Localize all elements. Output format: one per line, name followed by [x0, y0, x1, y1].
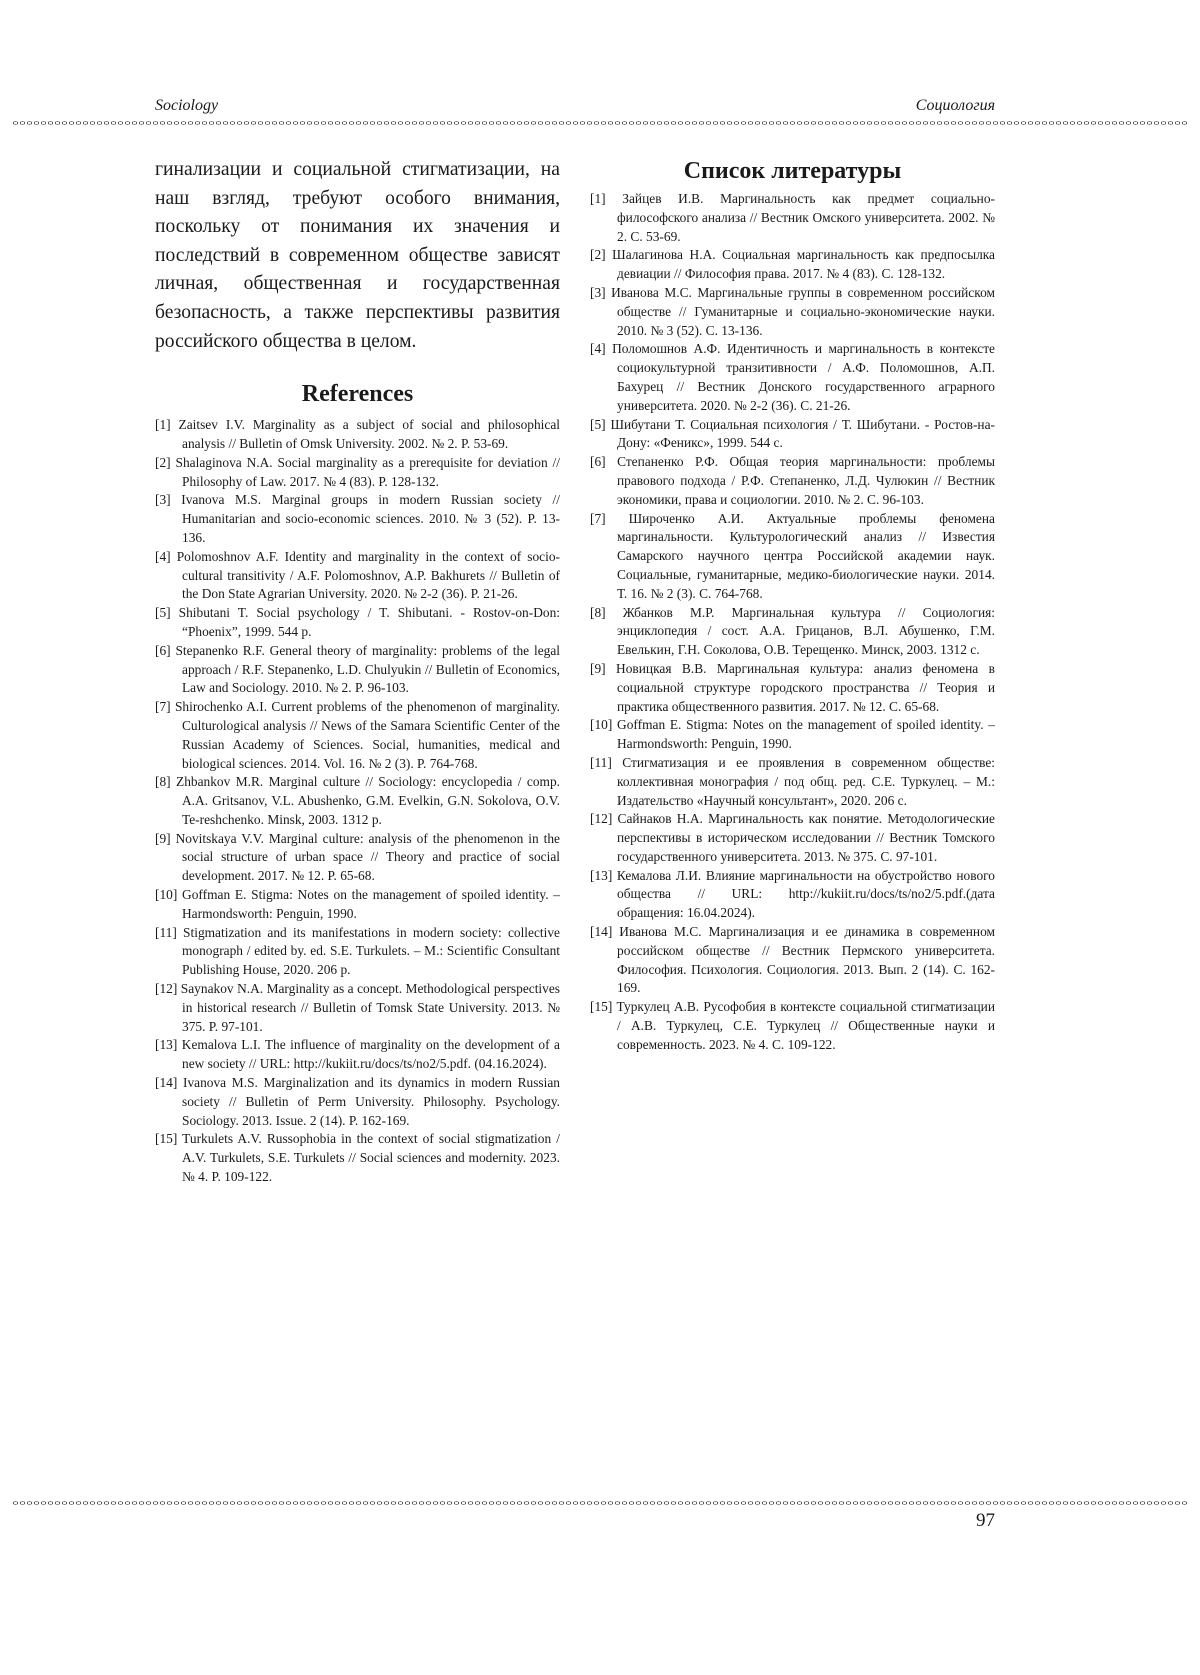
reference-item: [11] Стигматизация и ее проявления в современном обществе: коллективная монография / под общ. ред. С.Е. Туркулец. – М.: Издательство «Научный консультант», 2020. 206 с.	[590, 754, 995, 808]
header-ornament-divider	[12, 118, 1188, 128]
page-number: 97	[976, 1510, 995, 1531]
reference-item: [10] Goffman E. Stigma: Notes on the management of spoiled identity. – Harmondsworth: Penguin, 1990.	[590, 717, 995, 752]
body-paragraph: гинализации и социальной стигматизации, на наш взгляд, требуют особого внимания, поскольку от понимания их значения и последствий в современном обществе зависят личная, общественная и государственная безопасность, а также перспективы развития российского общества в целом.	[155, 159, 560, 352]
header-section-en: Sociology	[155, 97, 219, 114]
right-column	[590, 156, 995, 1055]
reference-item: [13] Kemalova L.I. The influence of marginality on the development of a new society // URL: http://kukiit.ru/docs/ts/no2/5.pdf. (04.16.2024).	[155, 1037, 560, 1072]
reference-item: [8] Zhbankov M.R. Marginal culture // Sociology: encyclopedia / comp. A.A. Gritsanov, V.L. Abushenko, G.M. Evelkin, G.N. Sokolova, O.V. Te-reshchenko. Minsk, 2003. 1312 p.	[155, 774, 560, 827]
reference-item: [14] Иванова М.С. Маргинализация и ее динамика в современном российском обществе // Вестник Пермского университета. Философия. Психология. Социология. 2013. Вып. 2 (14). С. 162-169.	[590, 924, 995, 996]
reference-item: [4] Поломошнов А.Ф. Идентичность и маргинальность в контексте социокультурной транзитивности / А.Ф. Поломошнов, А.П. Бахурец // Вестник Донского государственного аграрного университета. 2020. № 2-2 (36). С. 21-26.	[590, 341, 995, 413]
references-heading: References	[301, 381, 414, 408]
reference-item: [3] Ivanova M.S. Marginal groups in modern Russian society // Humanitarian and socio-economic sciences. 2010. № 3 (52). P. 13-136.	[155, 492, 560, 545]
reference-item: [2] Шалагинова Н.А. Социальная маргинальность как предпосылка девиации // Философия права. 2017. № 4 (83). С. 128-132.	[590, 247, 995, 282]
reference-item: [10] Goffman E. Stigma: Notes on the management of spoiled identity. – Harmondsworth: Penguin, 1990.	[155, 887, 560, 921]
reference-item: [4] Polomoshnov A.F. Identity and marginality in the context of socio-cultural transitivity / A.F. Polomoshnov, A.P. Bakhurets // Bulletin of the Don State Agrarian University. 2020. № 2-2 (36). P. 21-26.	[155, 548, 560, 602]
reference-item: [14] Ivanova M.S. Marginalization and its dynamics in modern Russian society // Bulletin of Perm University. Philosophy. Psychology. Sociology. 2013. Issue. 2 (14). P. 162-169.	[155, 1075, 560, 1128]
reference-item: [6] Stepanenko R.F. General theory of marginality: problems of the legal approach / R.F. Stepanenko, L.D. Chulyukin // Bulletin of Economics, Law and Sociology. 2010. № 2. P. 96-103.	[155, 642, 560, 696]
reference-item: [9] Novitskaya V.V. Marginal culture: analysis of the phenomenon in the social structure of urban space // Theory and practice of social development. 2017. № 12. P. 65-68.	[155, 830, 560, 884]
reference-item: [5] Shibutani T. Social psychology / T. Shibutani. - Rostov-on-Don: “Phoenix”, 1999. 544 p.	[155, 605, 560, 639]
reference-item: [5] Шибутани Т. Социальная психология / Т. Шибутани. - Ростов-на-Дону: «Феникс», 1999. 544 с.	[590, 416, 995, 451]
reference-item: [1] Zaitsev I.V. Marginality as a subject of social and philosophical analysis // Bulletin of Omsk University. 2002. № 2. P. 53-69.	[155, 417, 560, 451]
reference-item: [3] Иванова М.С. Маргинальные группы в современном российском обществе // Гуманитарные и социально-экономические науки. 2010. № 3 (52). С. 13-136.	[590, 284, 995, 338]
reference-item: [8] Жбанков М.Р. Маргинальная культура // Социология: энциклопедия / сост. А.А. Грицанов, В.Л. Абушенко, Г.М. Евелькин, Г.Н. Соколова, О.В. Терещенко. Минск, 2003. 1312 с.	[590, 604, 995, 658]
reference-item: [9] Новицкая В.В. Маргинальная культура: анализ феномена в социальной структуре городского пространства // Теория и практика общественного развития. 2017. № 12. С. 65-68.	[590, 660, 995, 714]
reference-item: [11] Stigmatization and its manifestations in modern society: collective monograph / edited by. ed. S.E. Turkulets. – M.: Scientific Consultant Publishing House, 2020. 206 p.	[155, 924, 560, 978]
references-list-ru	[590, 190, 995, 1055]
references-heading-ru: Список литературы	[683, 158, 902, 184]
reference-item: [6] Степаненко Р.Ф. Общая теория маргинальности: проблемы правового подхода / Р.Ф. Степаненко, Л.Д. Чулюкин // Вестник экономики, права и социологии. 2010. № 2. С. 96-103.	[590, 454, 995, 507]
reference-item: [12] Сайнаков Н.А. Маргинальность как понятие. Методологические перспективы в историческом исследовании // Вестник Томского государственного университета. 2013. № 375. С. 97-101.	[590, 811, 995, 864]
reference-item: [15] Turkulets A.V. Russophobia in the context of social stigmatization / A.V. Turkulets, S.E. Turkulets // Social sciences and modernity. 2023. № 4. P. 109-122.	[155, 1131, 560, 1185]
reference-item: [15] Туркулец А.В. Русофобия в контексте социальной стигматизации / А.В. Туркулец, С.Е. Туркулец // Общественные науки и современность. 2023. № 4. С. 109-122.	[590, 999, 995, 1052]
left-column	[155, 156, 560, 1187]
reference-item: [1] Зайцев И.В. Маргинальность как предмет социально-философского анализа // Вестник Омского университета. 2002. № 2. С. 53-69.	[590, 191, 995, 244]
header-section-ru: Социология	[915, 97, 995, 114]
footer-ornament-divider	[12, 1498, 1188, 1508]
reference-item: [7] Shirochenko A.I. Current problems of the phenomenon of marginality. Culturological analysis // News of the Samara Scientific Center of the Russian Academy of Sciences. Social, humanities, medical and biological sciences. 2014. Vol. 16. № 2 (3). P. 764-768.	[155, 699, 560, 771]
reference-item: [12] Saynakov N.A. Marginality as a concept. Methodological perspectives in historical research // Bulletin of Tomsk State University. 2013. № 375. P. 97-101.	[155, 981, 560, 1034]
references-list-en	[155, 416, 560, 1187]
reference-item: [2] Shalaginova N.A. Social marginality as a prerequisite for deviation // Philosophy of Law. 2017. № 4 (83). P. 128-132.	[155, 454, 560, 489]
reference-item: [13] Кемалова Л.И. Влияние маргинальности на обустройство нового общества // URL: http://kukiit.ru/docs/ts/no2/5.pdf.(дата обращения: 16.04.2024).	[590, 867, 995, 921]
reference-item: [7] Широченко А.И. Актуальные проблемы феномена маргинальности. Культурологический анализ // Известия Самарского научного центра Российской академии наук. Социальные, гуманитарные, медико-биологические науки. 2014. Т. 16. № 2 (3). С. 764-768.	[590, 510, 995, 601]
